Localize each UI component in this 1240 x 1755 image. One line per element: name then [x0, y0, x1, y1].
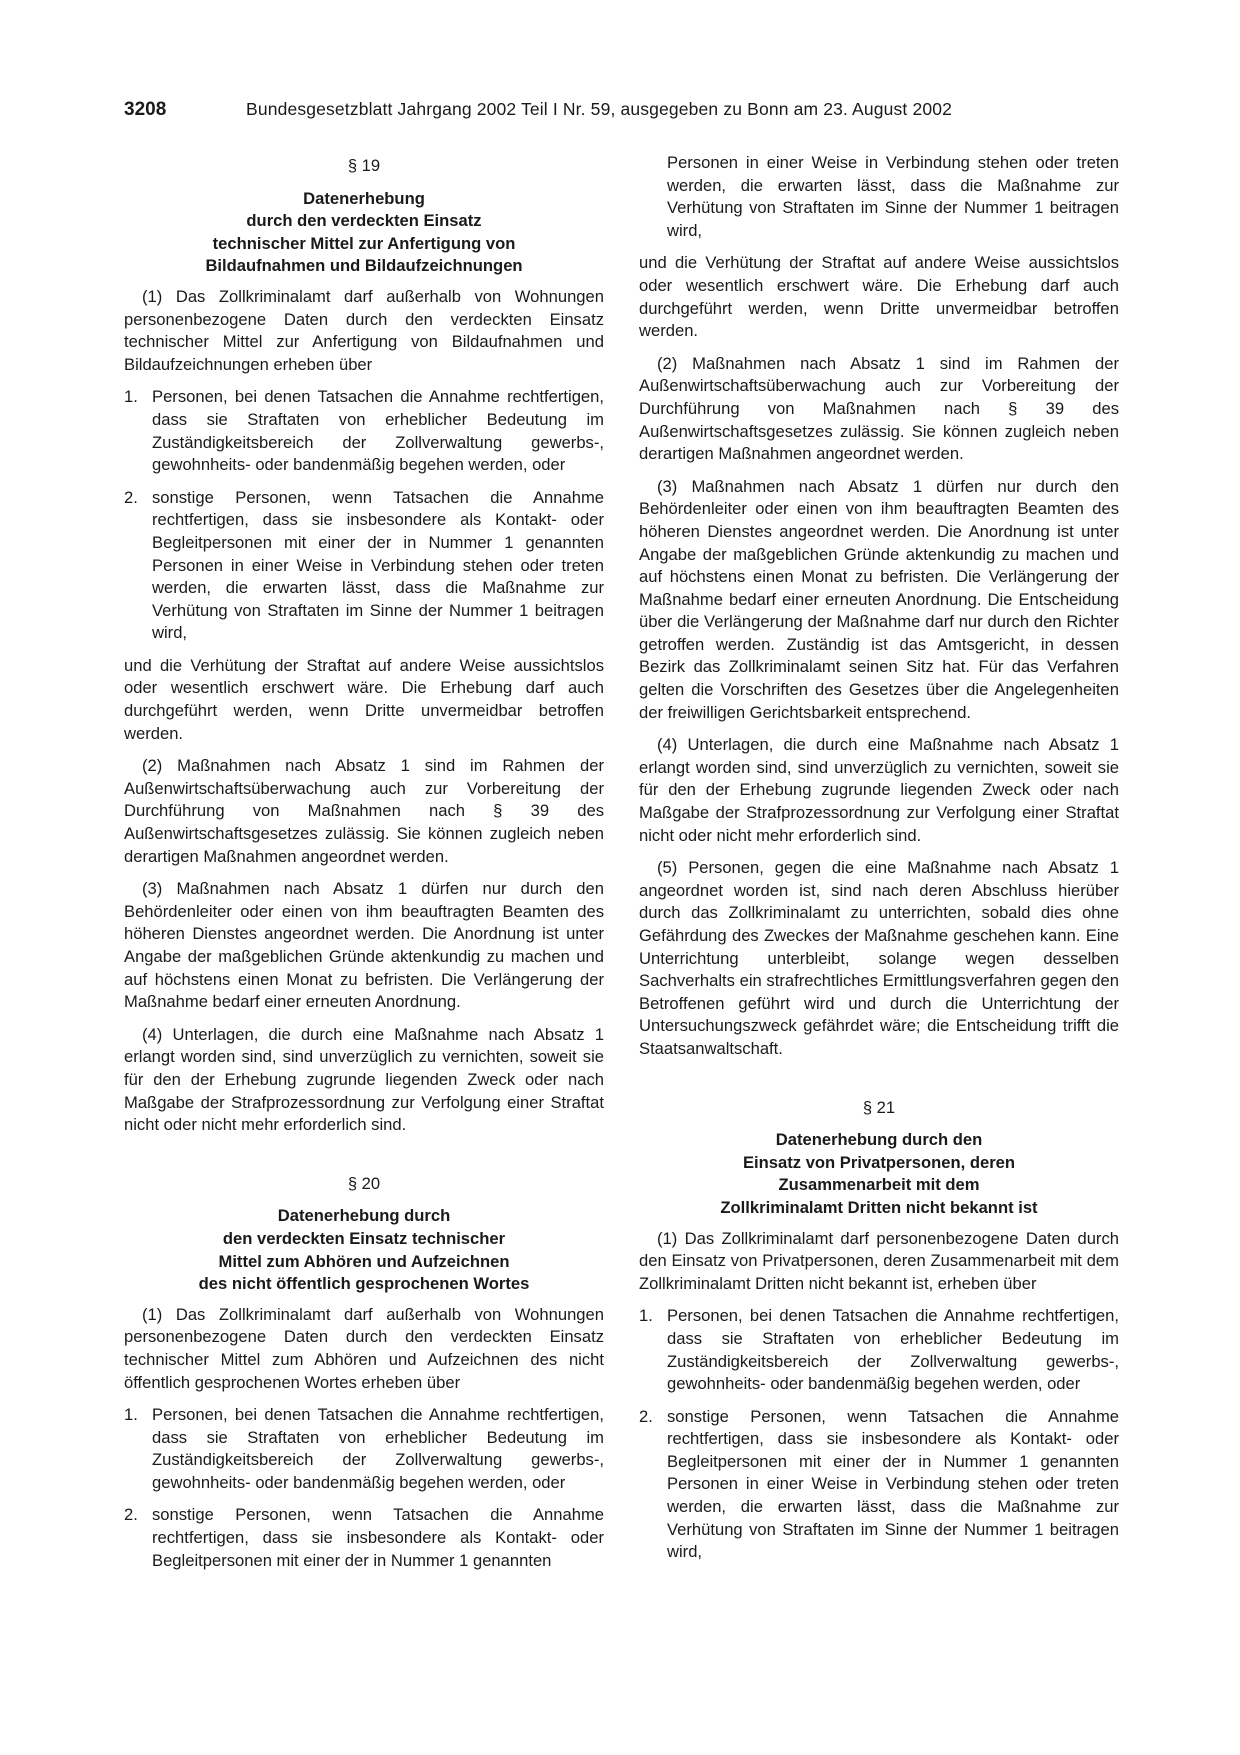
item-number: 1. [639, 1306, 653, 1326]
list-item [124, 1404, 604, 1494]
item-text: Personen, bei denen Tatsachen die Annahme rechtfertigen, dass sie Straftaten von erheblicher Bedeutung im Zuständigkeitsbereich der Zollverwaltung gewerbs-, gewohnheits- oder bandenmäßig begehen werden, oder [152, 387, 604, 475]
title-line: Datenerhebung [303, 188, 425, 208]
section-sign-20: § 20 [347, 1173, 381, 1193]
page-header [124, 99, 1124, 121]
item-number: 2. [124, 1505, 138, 1525]
title-line: Mittel zum Abhören und Aufzeichnen [218, 1251, 510, 1271]
item-text: sonstige Personen, wenn Tatsachen die Annahme rechtfertigen, dass sie insbesondere als Kontakt- oder Begleitpersonen mit einer der in Nummer 1 genannten Personen in einer Weise in Verbindung stehen oder treten werden, die erwarten lässt, dass die Maßnahme zur Verhütung von Straftaten im Sinne der Nummer 1 beitragen wird, [152, 487, 604, 643]
list-item [124, 1504, 604, 1572]
section-sign-19: § 19 [347, 156, 381, 175]
title-line: durch den verdeckten Einsatz [246, 211, 482, 231]
item-text: sonstige Personen, wenn Tatsachen die Annahme rechtfertigen, dass sie insbesondere als Kontakt- oder Begleitpersonen mit einer der in Nummer 1 genannten Personen in einer Weise in Verbindung stehen oder treten werden, die erwarten lässt, dass die Maßnahme zur Verhütung von Straftaten im Sinne der Nummer 1 beitragen wird, [667, 1406, 1119, 1562]
title-line: Bildaufnahmen und Bildaufzeichnungen [205, 256, 523, 276]
item-continuation: Personen in einer Weise in Verbindung stehen oder treten werden, die erwarten lässt, dass die Maßnahme zur Verhütung von Straftaten im Sinne der Nummer 1 beitragen wird, [667, 153, 1119, 240]
left-column [124, 155, 604, 1582]
title-line: des nicht öffentlich gesprochenen Wortes [198, 1274, 530, 1294]
title-line: technischer Mittel zur Anfertigung von [212, 233, 516, 253]
title-line: Datenerhebung durch [277, 1206, 451, 1226]
item-number: 2. [639, 1406, 653, 1426]
item-list [124, 1404, 604, 1572]
paragraph: (1) Das Zollkriminalamt darf außerhalb von Wohnungen personenbezogene Daten durch den verdeckten Einsatz technischer Mittel zum Abhören und Aufzeichnen des nicht öffentlich gesprochenen Wortes erheben über [124, 1304, 604, 1392]
item-number: 1. [124, 1405, 138, 1425]
item-text: Personen, bei denen Tatsachen die Annahme rechtfertigen, dass sie Straftaten von erheblicher Bedeutung im Zuständigkeitsbereich der Zollverwaltung gewerbs-, gewohnheits- oder bandenmäßig begehen werden, oder [152, 1405, 604, 1492]
journal-line: Bundesgesetzblatt Jahrgang 2002 Teil I Nr. 59, ausgegeben zu Bonn am 23. August 2002 [246, 99, 952, 119]
item-text: Personen, bei denen Tatsachen die Annahme rechtfertigen, dass sie Straftaten von erheblicher Bedeutung im Zuständigkeitsbereich der Zollverwaltung gewerbs-, gewohnheits- oder bandenmäßig begehen werden, oder [667, 1306, 1119, 1394]
list-item [124, 386, 604, 476]
paragraph: (3) Maßnahmen nach Absatz 1 dürfen nur durch den Behördenleiter oder einen von ihm beauftragten Beamten des höheren Dienstes angeordnet werden. Die Anordnung ist unter Angabe der maßgeblichen Gründe aktenkundig zu machen und auf höchstens einen Monat zu befristen. Die Verlängerung der Maßnahme bedarf einer erneuten Anordnung. [124, 879, 604, 1012]
list-item [639, 1406, 1119, 1564]
section-title-21 [639, 1129, 1119, 1219]
item-list [124, 386, 604, 645]
paragraph: (2) Maßnahmen nach Absatz 1 sind im Rahmen der Außenwirtschaftsüberwachung auch zur Vorbereitung der Durchführung von Maßnahmen nach § 39 des Außenwirtschaftsgesetzes zulässig. Sie können zugleich neben derartigen Maßnahmen angeordnet werden. [124, 756, 604, 866]
title-line: Datenerhebung durch den [775, 1130, 983, 1150]
list-item [639, 1305, 1119, 1395]
paragraph: (1) Das Zollkriminalamt darf personenbezogene Daten durch den Einsatz von Privatpersonen, deren Zusammenarbeit mit dem Zollkriminalamt Dritten nicht bekannt ist, erheben über [639, 1228, 1119, 1293]
item-number: 1. [124, 387, 138, 407]
paragraph: (4) Unterlagen, die durch eine Maßnahme nach Absatz 1 erlangt worden sind, sind unverzüglich zu vernichten, soweit sie für den der Erhebung zugrunde liegenden Zweck oder nach Maßgabe der Strafprozessordnung zur Verfolgung einer Straftat nicht oder nicht mehr erforderlich sind. [639, 735, 1119, 845]
right-column [639, 152, 1119, 1574]
item-number: 2. [124, 487, 138, 507]
item-list [639, 1305, 1119, 1564]
paragraph: (4) Unterlagen, die durch eine Maßnahme nach Absatz 1 erlangt worden sind, sind unverzüglich zu vernichten, soweit sie für den der Erhebung zugrunde liegenden Zweck oder nach Maßgabe der Strafprozessordnung zur Verfolgung einer Straftat nicht oder nicht mehr erforderlich sind. [124, 1024, 604, 1135]
page-number: 3208 [124, 99, 167, 120]
title-line: Zollkriminalamt Dritten nicht bekannt ist [720, 1197, 1038, 1217]
item-text: sonstige Personen, wenn Tatsachen die Annahme rechtfertigen, dass sie insbesondere als Kontakt- oder Begleitpersonen mit einer der in Nummer 1 genannten [152, 1505, 604, 1570]
paragraph: (2) Maßnahmen nach Absatz 1 sind im Rahmen der Außenwirtschaftsüberwachung auch zur Vorbereitung der Durchführung von Maßnahmen nach § 39 des Außenwirtschaftsgesetzes zulässig. Sie können zugleich neben derartigen Maßnahmen angeordnet werden. [639, 353, 1119, 464]
list-item [124, 487, 604, 645]
paragraph: (1) Das Zollkriminalamt darf außerhalb von Wohnungen personenbezogene Daten durch den verdeckten Einsatz technischer Mittel zur Anfertigung von Bildaufnahmen und Bildaufzeichnungen erheben über [124, 286, 604, 374]
section-title-20 [124, 1205, 604, 1295]
section-sign-21: § 21 [862, 1097, 896, 1117]
paragraph: (5) Personen, gegen die eine Maßnahme nach Absatz 1 angeordnet worden ist, sind nach deren Abschluss hierüber durch das Zollkriminalamt zu unterrichten, sobald dies ohne Gefährdung des Zweckes der Maßnahme geschehen kann. Eine Unterrichtung unterbleibt, solange wegen desselben Sachverhalts ein strafrechtliches Ermittlungsverfahren gegen den Betroffenen geführt wird und durch die Unterrichtung der Untersuchungszweck gefährdet wäre; die Entscheidung trifft die Staatsanwaltschaft. [639, 858, 1119, 1058]
title-line: Einsatz von Privatpersonen, deren [742, 1152, 1016, 1172]
paragraph: und die Verhütung der Straftat auf andere Weise aussichtslos oder wesentlich erschwert wäre. Die Erhebung darf auch durchgeführt werden, wenn Dritte unvermeidbar betroffen werden. [639, 253, 1119, 341]
title-line: Zusammenarbeit mit dem [778, 1175, 980, 1195]
section-title-19 [124, 188, 604, 278]
paragraph: und die Verhütung der Straftat auf andere Weise aussichtslos oder wesentlich erschwert wäre. Die Erhebung darf auch durchgeführt werden, wenn Dritte unvermeidbar betroffen werden. [124, 655, 604, 743]
title-line: den verdeckten Einsatz technischer [222, 1228, 506, 1248]
paragraph: (3) Maßnahmen nach Absatz 1 dürfen nur durch den Behördenleiter oder einen von ihm beauftragten Beamten des höheren Dienstes angeordnet werden. Die Anordnung ist unter Angabe der maßgeblichen Gründe aktenkundig zu machen und auf höchstens einen Monat zu befristen. Die Verlängerung der Maßnahme bedarf einer erneuten Anordnung. Die Entscheidung über die Verlängerung der Maßnahme darf nur durch den Richter getroffen werden. Zuständig ist das Amtsgericht, in dessen Bezirk das Zollkriminalamt seinen Sitz hat. Für das Verfahren gelten die Vorschriften des Gesetzes über die Angelegenheiten der freiwilligen Gerichtsbarkeit entsprechend. [639, 476, 1119, 722]
